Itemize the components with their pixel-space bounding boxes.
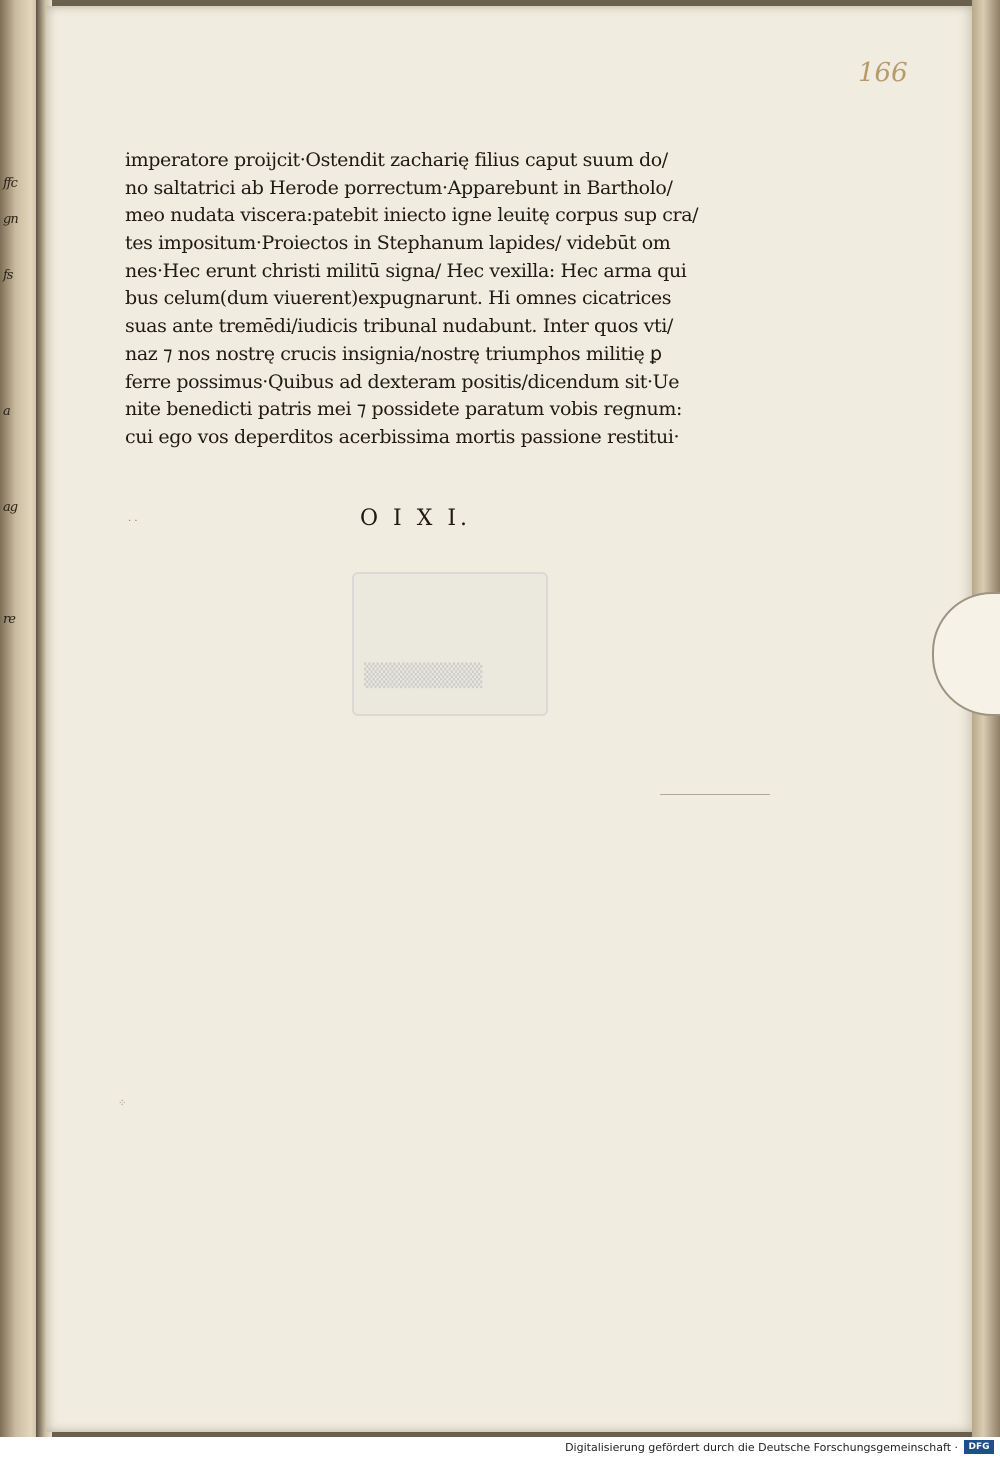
text-line: no saltatrici ab Herode porrectum·Apparebunt in Bartholo/ xyxy=(125,176,673,199)
text-line: nite benedicti patris mei ⁊ possidete paratum vobis regnum: xyxy=(125,398,683,421)
page-right-edge xyxy=(972,0,1000,1437)
dfg-logo[interactable]: DFG xyxy=(964,1440,994,1454)
previous-page-edge: ffc gn fs a ag re xyxy=(0,0,44,1437)
text-line: imperatore proijcit·Ostendit zacharię filius caput suum do/ xyxy=(125,149,668,171)
text-line: tes impositum·Proiectos in Stephanum lapides/ videbūt om xyxy=(125,232,671,255)
text-line: suas ante tremēdi/iudicis tribunal nudabunt. Inter quos vti/ xyxy=(125,315,673,338)
footer-credit: Digitalisierung gefördert durch die Deutsche Forschungsgemeinschaft · xyxy=(565,1441,958,1454)
text-line: nes·Hec erunt christi militū signa/ Hec vexilla: Hec arma qui xyxy=(125,259,687,282)
colophon-text: O I X I. xyxy=(360,506,472,531)
ink-speck: ⁘ xyxy=(118,1098,127,1109)
ink-speck: · · xyxy=(128,516,138,527)
library-stamp-faint: ▒▒▒▒▒▒▒ xyxy=(352,572,548,716)
footer-bar xyxy=(0,1437,1000,1459)
text-line: bus celum(dum viuerent)expugnarunt. Hi omnes cicatrices xyxy=(125,287,672,310)
pencil-mark xyxy=(660,790,770,795)
text-line: ferre possimus·Quibus ad dexteram positis/dicendum sit·Ue xyxy=(125,370,680,393)
text-line: cui ego vos deperditos acerbissima mortis passione restitui· xyxy=(125,425,680,448)
text-line: naz ⁊ nos nostrę crucis insignia/nostrę triumphos militię ꝑ xyxy=(125,342,662,365)
folio-number: 166 xyxy=(858,58,908,88)
body-text xyxy=(125,147,725,452)
text-line: meo nudata viscera:patebit iniecto igne leuitę corpus sup cra/ xyxy=(125,204,699,227)
